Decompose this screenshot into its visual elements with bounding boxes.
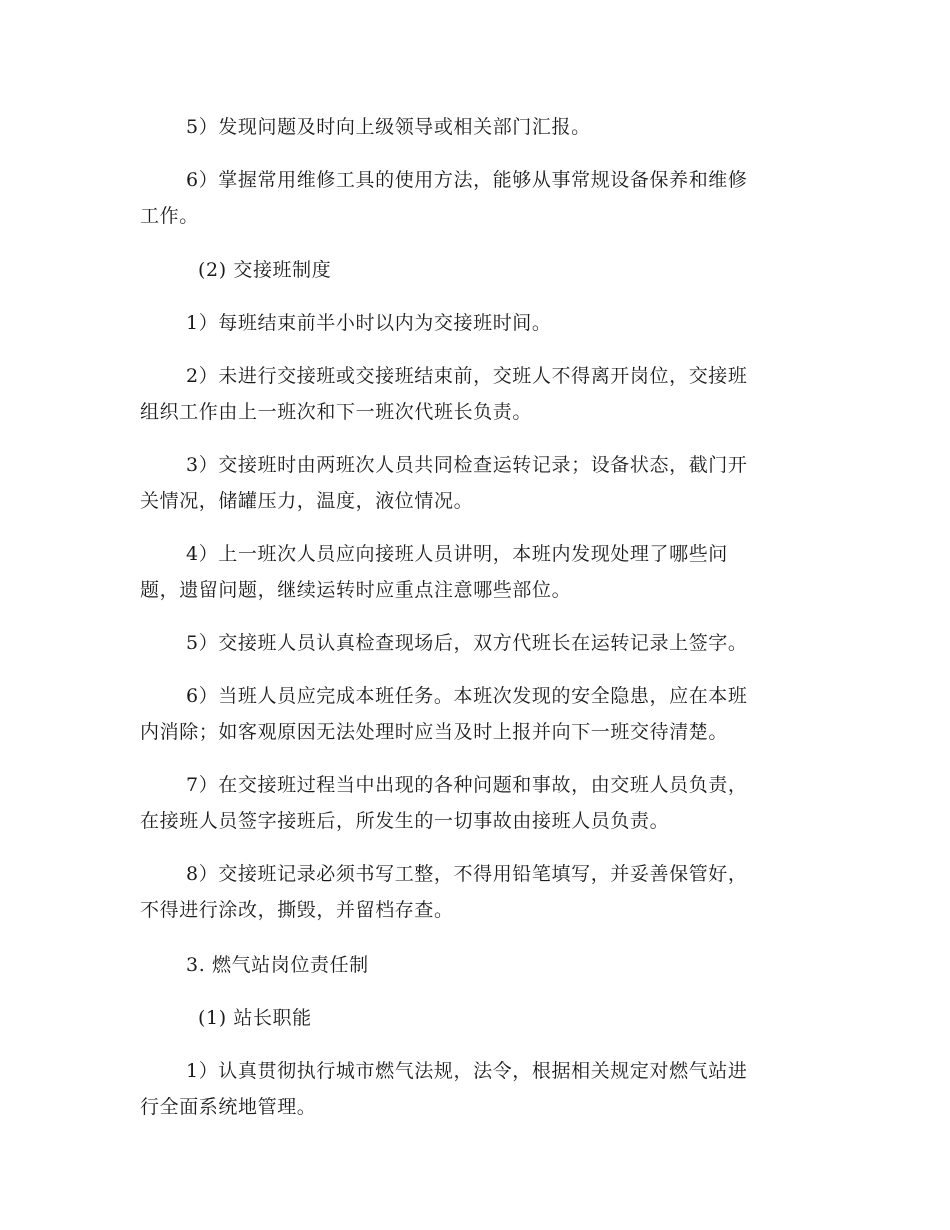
text-line: 6）掌握常用维修工具的使用方法，能够从事常规设备保养和维修 bbox=[186, 169, 748, 191]
section-heading: 3. 燃气站岗位责任制 bbox=[186, 954, 369, 976]
text-line: 内消除；如客观原因无法处理时应当及时上报并向下一班交待清楚。 bbox=[140, 721, 729, 743]
text-line: 关情况，储罐压力，温度，液位情况。 bbox=[140, 490, 474, 512]
text-line: 5）交接班人员认真检查现场后，双方代班长在运转记录上签字。 bbox=[186, 632, 748, 654]
text-line: 7）在交接班过程当中出现的各种问题和事故，由交班人员负责， bbox=[186, 774, 748, 796]
text-line: 题，遗留问题，继续运转时应重点注意哪些部位。 bbox=[140, 579, 572, 601]
text-line: 行全面系统地管理。 bbox=[140, 1096, 317, 1118]
text-line: 不得进行涂改，撕毁，并留档存查。 bbox=[140, 899, 454, 921]
text-line: 在接班人员签字接班后，所发生的一切事故由接班人员负责。 bbox=[140, 810, 670, 832]
text-line: 4）上一班次人员应向接班人员讲明，本班内发现处理了哪些问 bbox=[186, 543, 728, 565]
text-line: 工作。 bbox=[140, 205, 199, 227]
text-line: 组织工作由上一班次和下一班次代班长负责。 bbox=[140, 401, 533, 423]
text-line: 6）当班人员应完成本班任务。本班次发现的安全隐患，应在本班 bbox=[186, 685, 748, 707]
text-line: 8）交接班记录必须书写工整，不得用铅笔填写，并妥善保管好， bbox=[186, 863, 748, 885]
text-line: 3）交接班时由两班次人员共同检查运转记录；设备状态，截门开 bbox=[186, 454, 748, 476]
text-line: 1）每班结束前半小时以内为交接班时间。 bbox=[186, 312, 552, 334]
section-heading: (1) 站长职能 bbox=[198, 1007, 312, 1029]
text-line: 1）认真贯彻执行城市燃气法规，法令，根据相关规定对燃气站进 bbox=[186, 1060, 748, 1082]
text-line: 5）发现问题及时向上级领导或相关部门汇报。 bbox=[186, 116, 591, 138]
section-heading: (2) 交接班制度 bbox=[198, 259, 332, 281]
text-line: 2）未进行交接班或交接班结束前，交班人不得离开岗位，交接班 bbox=[186, 365, 748, 387]
